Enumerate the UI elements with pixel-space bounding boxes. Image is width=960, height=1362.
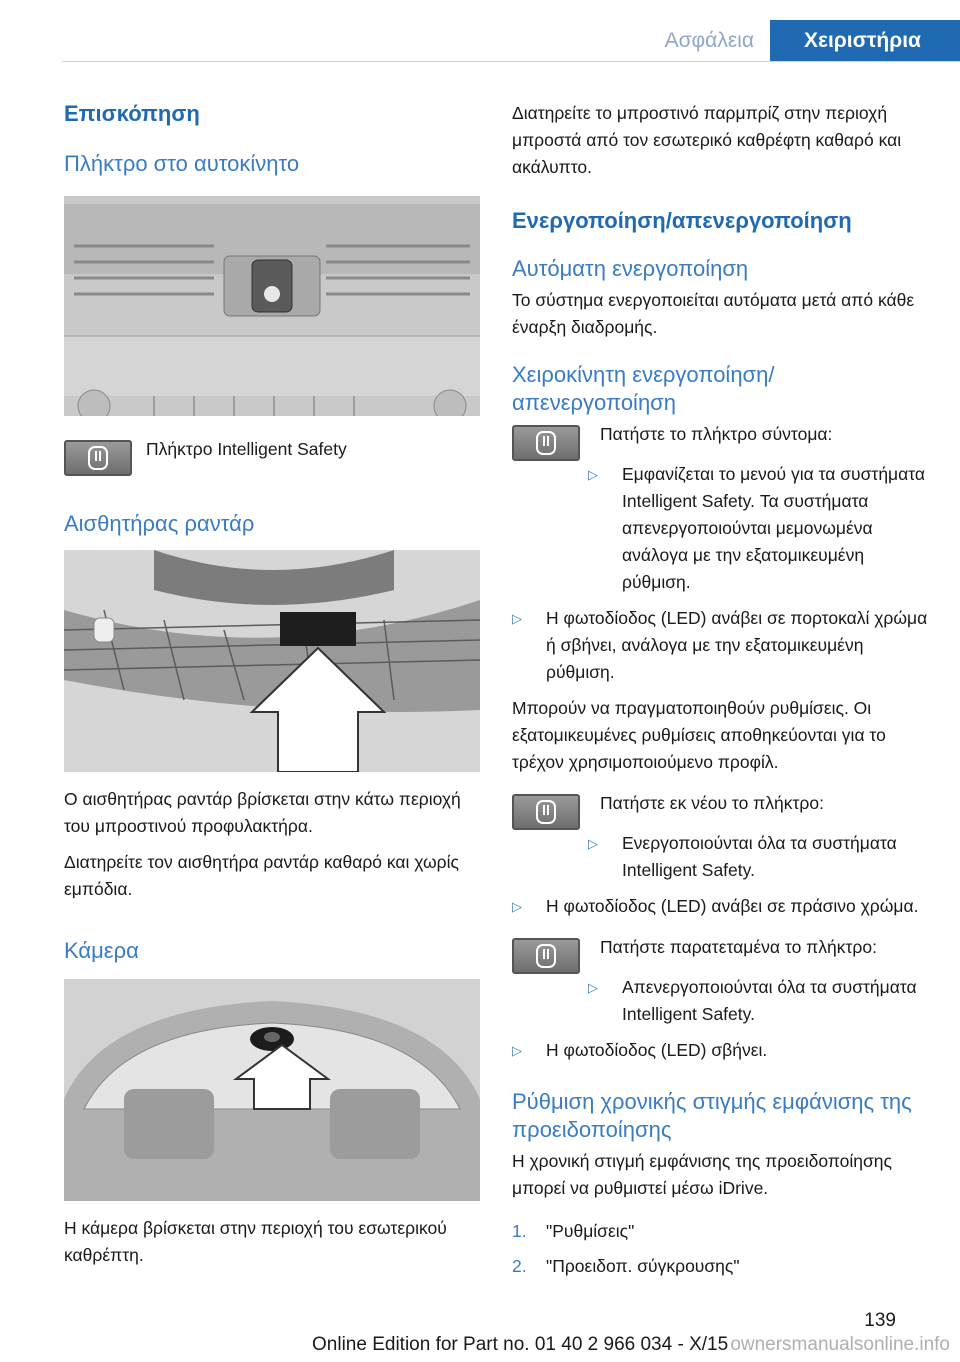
- camera-location-text: Η κάμερα βρίσκεται στην περιοχή του εσωτερικού καθρέπτη.: [64, 1218, 447, 1265]
- list-item: 2. "Προειδοπ. σύγκρουσης": [512, 1256, 740, 1276]
- press-long-text: Πατήστε παρατεταμένα το πλήκτρο:: [600, 937, 877, 957]
- press-long-row: [512, 934, 930, 974]
- tab-safety[interactable]: Ασφάλεια: [664, 29, 754, 52]
- left-column: [64, 100, 480, 1278]
- intelligent-safety-button-icon: [64, 440, 132, 476]
- overview-title: Επισκόπηση: [64, 101, 200, 126]
- camera-title: Κάμερα: [64, 938, 139, 963]
- auto-activation-text: Το σύστημα ενεργοποιείται αυτόματα μετά από κάθε έναρξη διαδρομής.: [512, 290, 915, 337]
- bullet-icon: ▷: [588, 980, 598, 995]
- press-again-row: [512, 790, 930, 830]
- button-in-car-title: Πλήκτρο στο αυτοκίνητο: [64, 151, 300, 176]
- bullet-icon: ▷: [512, 611, 522, 626]
- warning-timing-text: Η χρονική στιγμή εμφάνισης της προειδοποίησης μπορεί να ρυθμιστεί μέσω iDrive.: [512, 1151, 892, 1198]
- press-again-text: Πατήστε εκ νέου το πλήκτρο:: [600, 793, 824, 813]
- activation-title: Ενεργοποίηση/απενεργοποίηση: [512, 208, 852, 233]
- intelligent-safety-button-icon-short: [512, 425, 580, 461]
- press-long-result-list: [512, 1037, 930, 1064]
- press-short-row: [512, 421, 930, 461]
- auto-activation-title: Αυτόματη ενεργοποίηση: [512, 256, 749, 281]
- bullet-icon: ▷: [512, 899, 522, 914]
- intelligent-safety-button-icon-long: [512, 938, 580, 974]
- right-column: [512, 100, 930, 1288]
- list-item: ▷ Η φωτοδίοδος (LED) ανάβει σε πράσινο χρώμα.: [512, 893, 930, 920]
- header-divider: [62, 61, 960, 62]
- list-item: ▷ Η φωτοδίοδος (LED) ανάβει σε πορτοκαλί χρώμα ή σβήνει, ανάλογα με την εξατομικευμένη ρύθμιση.: [512, 605, 930, 686]
- steps-list: [512, 1218, 930, 1280]
- warning-timing-title: Ρύθμιση χρονικής στιγμής εμφάνισης της προειδοποίησης: [512, 1089, 912, 1142]
- press-short-text: Πατήστε το πλήκτρο σύντομα:: [600, 424, 833, 444]
- bullet-icon: ▷: [512, 1043, 522, 1058]
- intelligent-safety-button-icon-again: [512, 794, 580, 830]
- footer: [0, 1310, 960, 1362]
- press-short-result-list: [512, 605, 930, 686]
- button-figure: [64, 196, 480, 416]
- camera-figure: [64, 979, 480, 1201]
- press-again-list: [588, 830, 930, 884]
- tab-controls[interactable]: Χειριστήρια: [770, 20, 960, 62]
- radar-sensor-title: Αισθητήρας ραντάρ: [64, 511, 255, 536]
- intelligent-safety-button-row: [64, 436, 480, 476]
- list-item: ▷ Απενεργοποιούνται όλα τα συστήματα Intelligent Safety.: [588, 974, 930, 1028]
- watermark: ownersmanualsonline.info: [730, 1334, 950, 1355]
- page-number: 139: [864, 1310, 896, 1331]
- bullet-icon: ▷: [588, 836, 598, 851]
- settings-text: Μπορούν να πραγματοποιηθούν ρυθμίσεις. Οι εξατομικευμένες ρυθμίσεις αποθηκεύονται για το τρέχον χρησιμοποιούμενο προφίλ.: [512, 698, 886, 772]
- radar-location-text: Ο αισθητήρας ραντάρ βρίσκεται στην κάτω περιοχή του μπροστινού προφυλακτήρα.: [64, 789, 461, 836]
- list-item: ▷ Η φωτοδίοδος (LED) σβήνει.: [512, 1037, 930, 1064]
- manual-activation-title: Χειροκίνητη ενεργοποίηση/ απενεργοποίηση: [512, 362, 775, 415]
- list-item: ▷ Εμφανίζεται το μενού για τα συστήματα Intelligent Safety. Τα συστήματα απενεργοποιούνται μεμονωμένα ανάλογα με την εξατομικευμένη ρύθμιση.: [588, 461, 930, 596]
- header-tabs: [649, 20, 960, 62]
- list-item: ▷ Ενεργοποιούνται όλα τα συστήματα Intelligent Safety.: [588, 830, 930, 884]
- press-long-list: [588, 974, 930, 1028]
- windshield-intro-text: Διατηρείτε το μπροστινό παρμπρίζ στην περιοχή μπροστά από τον εσωτερικό καθρέφτη καθαρό και ακάλυπτο.: [512, 103, 902, 177]
- bullet-icon: ▷: [588, 467, 598, 482]
- press-short-list: [588, 461, 930, 596]
- intelligent-safety-button-label: Πλήκτρο Intelligent Safety: [146, 439, 347, 459]
- radar-sensor-figure: [64, 550, 480, 772]
- list-item: 1. "Ρυθμίσεις": [512, 1221, 635, 1241]
- edition-text: Online Edition for Part no. 01 40 2 966 034 - X/15: [312, 1334, 729, 1355]
- radar-keep-clean-text: Διατηρείτε τον αισθητήρα ραντάρ καθαρό και χωρίς εμπόδια.: [64, 852, 459, 899]
- press-again-result-list: [512, 893, 930, 920]
